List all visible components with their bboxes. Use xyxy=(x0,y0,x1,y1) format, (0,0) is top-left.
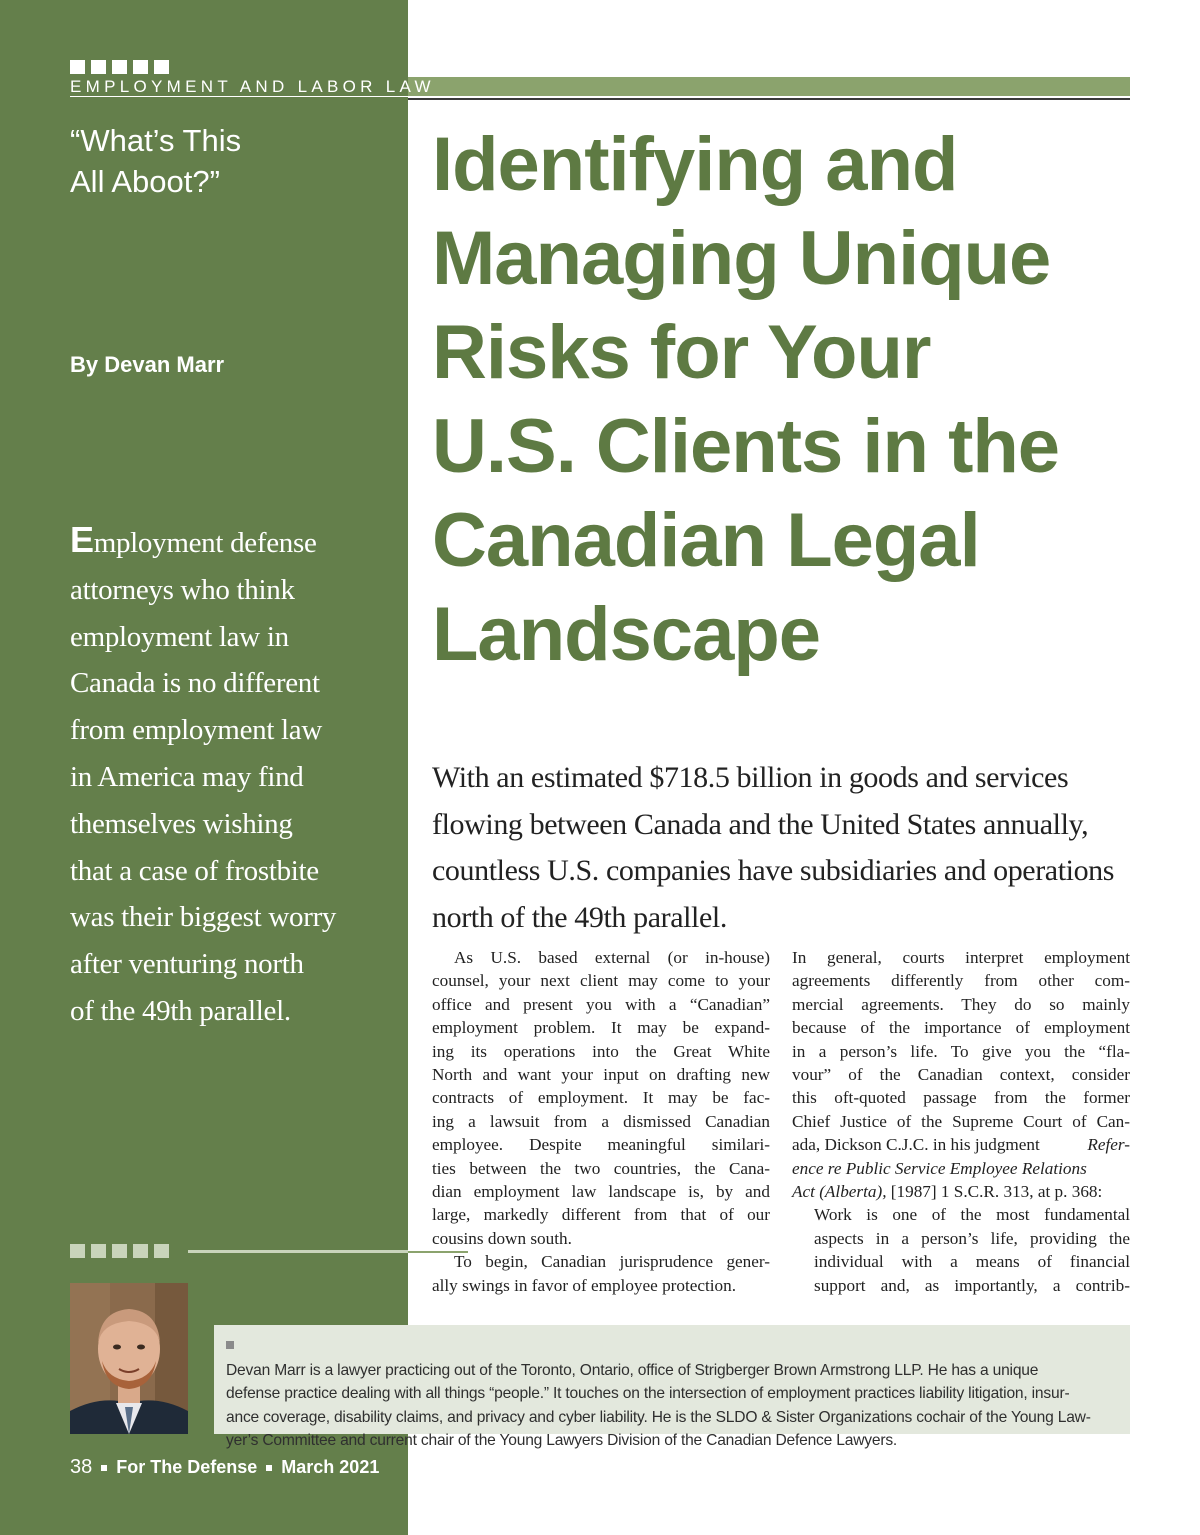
marker-square xyxy=(154,60,169,74)
section-rule-right xyxy=(408,98,1130,100)
body-line: large, markedly different from that of our xyxy=(432,1205,770,1225)
marker-square xyxy=(112,1244,127,1258)
body-line: As U.S. based external (or in-house) xyxy=(454,948,770,967)
page-number: 38 xyxy=(70,1456,93,1478)
body-line: cousins down south. xyxy=(432,1228,572,1248)
separator-dot xyxy=(266,1465,272,1471)
body-line: in a person’s life. To give you the “fla- xyxy=(792,1041,1130,1061)
bio-rule xyxy=(188,1250,408,1253)
body-line: employee. Despite meaningful similari- xyxy=(432,1135,770,1155)
bio-line: yer’s Committee and current chair of the Young Lawyers Division of the Canadian Defence Lawyers. xyxy=(226,1432,898,1449)
separator-dot xyxy=(101,1465,107,1471)
bio-text: Devan Marr is a lawyer practicing out of the Toronto, Ontario, office of Strigberger Brown Armstrong LLP. He has a unique xyxy=(226,1361,1039,1379)
case-name: Refer- xyxy=(1087,1135,1130,1155)
pull-quote-line: was their biggest worry xyxy=(70,901,337,934)
pull-quote-line: employment law in xyxy=(70,620,289,653)
pull-quote-line: that a case of frostbite xyxy=(70,854,319,887)
case-name: ence re Public Service Employee Relations xyxy=(792,1158,1087,1178)
body-line: ally swings in favor of employee protection. xyxy=(432,1275,737,1295)
body-line: counsel, your next client may come to your xyxy=(432,971,770,991)
kicker-line: All Aboot?” xyxy=(70,164,220,199)
body-line: vour” of the Canadian context, consider xyxy=(792,1065,1130,1085)
body-line: because of the importance of employment xyxy=(792,1018,1130,1038)
bullet-icon xyxy=(226,1341,234,1349)
deck-line: countless U.S. companies have subsidiaries and operations xyxy=(432,854,1115,887)
section-marker-squares xyxy=(70,60,169,74)
pull-quote-line: Canada is no different xyxy=(70,667,320,700)
marker-square xyxy=(133,1244,148,1258)
body-column-1 xyxy=(432,946,770,1297)
pull-quote-line xyxy=(70,517,390,567)
pull-quote-line: attorneys who think xyxy=(70,573,295,606)
pull-quote xyxy=(70,517,390,1035)
body-line: contracts of employment. It may be fac- xyxy=(432,1088,770,1108)
body-line xyxy=(792,1133,1130,1156)
case-name: Act (Alberta), xyxy=(792,1182,887,1202)
section-header-bar xyxy=(408,77,1130,96)
article-deck xyxy=(432,755,1142,941)
author-bio xyxy=(214,1325,1130,1449)
body-column-2 xyxy=(792,946,1130,1297)
kicker xyxy=(70,120,390,202)
body-line: ing its operations into the Great White xyxy=(432,1041,770,1061)
body-line: To begin, Canadian jurisprudence gener- xyxy=(454,1252,770,1272)
body-line: ing a lawsuit from a dismissed Canadian xyxy=(432,1111,770,1131)
author-photo-drawing xyxy=(70,1283,188,1434)
body-line: North and want your input on drafting new xyxy=(432,1065,770,1085)
marker-square xyxy=(112,60,127,74)
marker-square xyxy=(91,60,106,74)
marker-square xyxy=(154,1244,169,1258)
marker-square xyxy=(133,60,148,74)
marker-square xyxy=(70,60,85,74)
bio-line xyxy=(226,1335,1116,1382)
bio-line: ance coverage, disability claims, and privacy and cyber liability. He is the SLDO & Sister Organizations cochair of the Young Law- xyxy=(226,1408,1091,1426)
body-line xyxy=(792,1157,1130,1180)
bio-line: defense practice dealing with all things “people.” It touches on the intersection of employment practices liability litigation, insur- xyxy=(226,1385,1070,1402)
deck-line: flowing between Canada and the United States annually, xyxy=(432,807,1089,841)
headline-line: Managing Unique xyxy=(432,216,1051,301)
pull-quote-text: mployment defense xyxy=(93,527,317,559)
pull-quote-line: from employment law xyxy=(70,714,323,747)
body-line: employment problem. It may be expand- xyxy=(432,1018,770,1038)
deck-line: north of the 49th parallel. xyxy=(432,900,727,934)
headline-line: Identifying and xyxy=(432,122,958,207)
page-footer xyxy=(70,1456,379,1479)
drop-cap: E xyxy=(70,519,94,560)
author-photo xyxy=(70,1283,188,1434)
body-line xyxy=(792,1180,1130,1203)
block-quote-line: Work is one of the most fundamental xyxy=(814,1205,1130,1225)
pull-quote-line: in America may find xyxy=(70,760,304,793)
body-line: office and present you with a “Canadian” xyxy=(432,994,770,1014)
pull-quote-line: of the 49th parallel. xyxy=(70,994,291,1027)
section-label: EMPLOYMENT AND LABOR LAW xyxy=(70,77,435,96)
headline-line: U.S. Clients in the xyxy=(432,404,1060,489)
body-line: In general, courts interpret employment xyxy=(792,948,1130,967)
kicker-line: “What’s This xyxy=(70,123,242,158)
marker-square xyxy=(70,1244,85,1258)
deck-line: With an estimated $718.5 billion in goods and services xyxy=(432,761,1069,794)
byline: By Devan Marr xyxy=(70,352,225,377)
citation: [1987] 1 S.C.R. 313, at p. 368: xyxy=(886,1182,1103,1202)
pull-quote-line: after venturing north xyxy=(70,948,304,981)
block-quote-line: aspects in a person’s life, providing the xyxy=(814,1228,1130,1248)
body-line: this oft-quoted passage from the former xyxy=(792,1088,1130,1108)
issue-date: March 2021 xyxy=(281,1457,380,1477)
block-quote-line: support and, as importantly, a contrib- xyxy=(814,1275,1130,1295)
body-line: dian employment law landscape is, by and xyxy=(432,1182,770,1202)
headline-line: Risks for Your xyxy=(432,310,931,395)
bio-marker-squares xyxy=(70,1244,169,1258)
pull-quote-line: themselves wishing xyxy=(70,807,293,840)
headline-line: Canadian Legal xyxy=(432,498,980,583)
body-line: mercial agreements. They do so mainly xyxy=(792,994,1130,1014)
block-quote-line: individual with a means of financial xyxy=(814,1252,1130,1272)
body-line: Chief Justice of the Supreme Court of Can- xyxy=(792,1111,1130,1131)
article-headline xyxy=(432,118,1132,682)
magazine-name: For The Defense xyxy=(116,1457,258,1477)
marker-square xyxy=(91,1244,106,1258)
headline-line: Landscape xyxy=(432,592,821,677)
body-line: ties between the two countries, the Cana- xyxy=(432,1158,770,1178)
body-line: agreements differently from other com- xyxy=(792,971,1130,991)
body-text: ada, Dickson C.J.C. in his judgment xyxy=(792,1135,1040,1155)
